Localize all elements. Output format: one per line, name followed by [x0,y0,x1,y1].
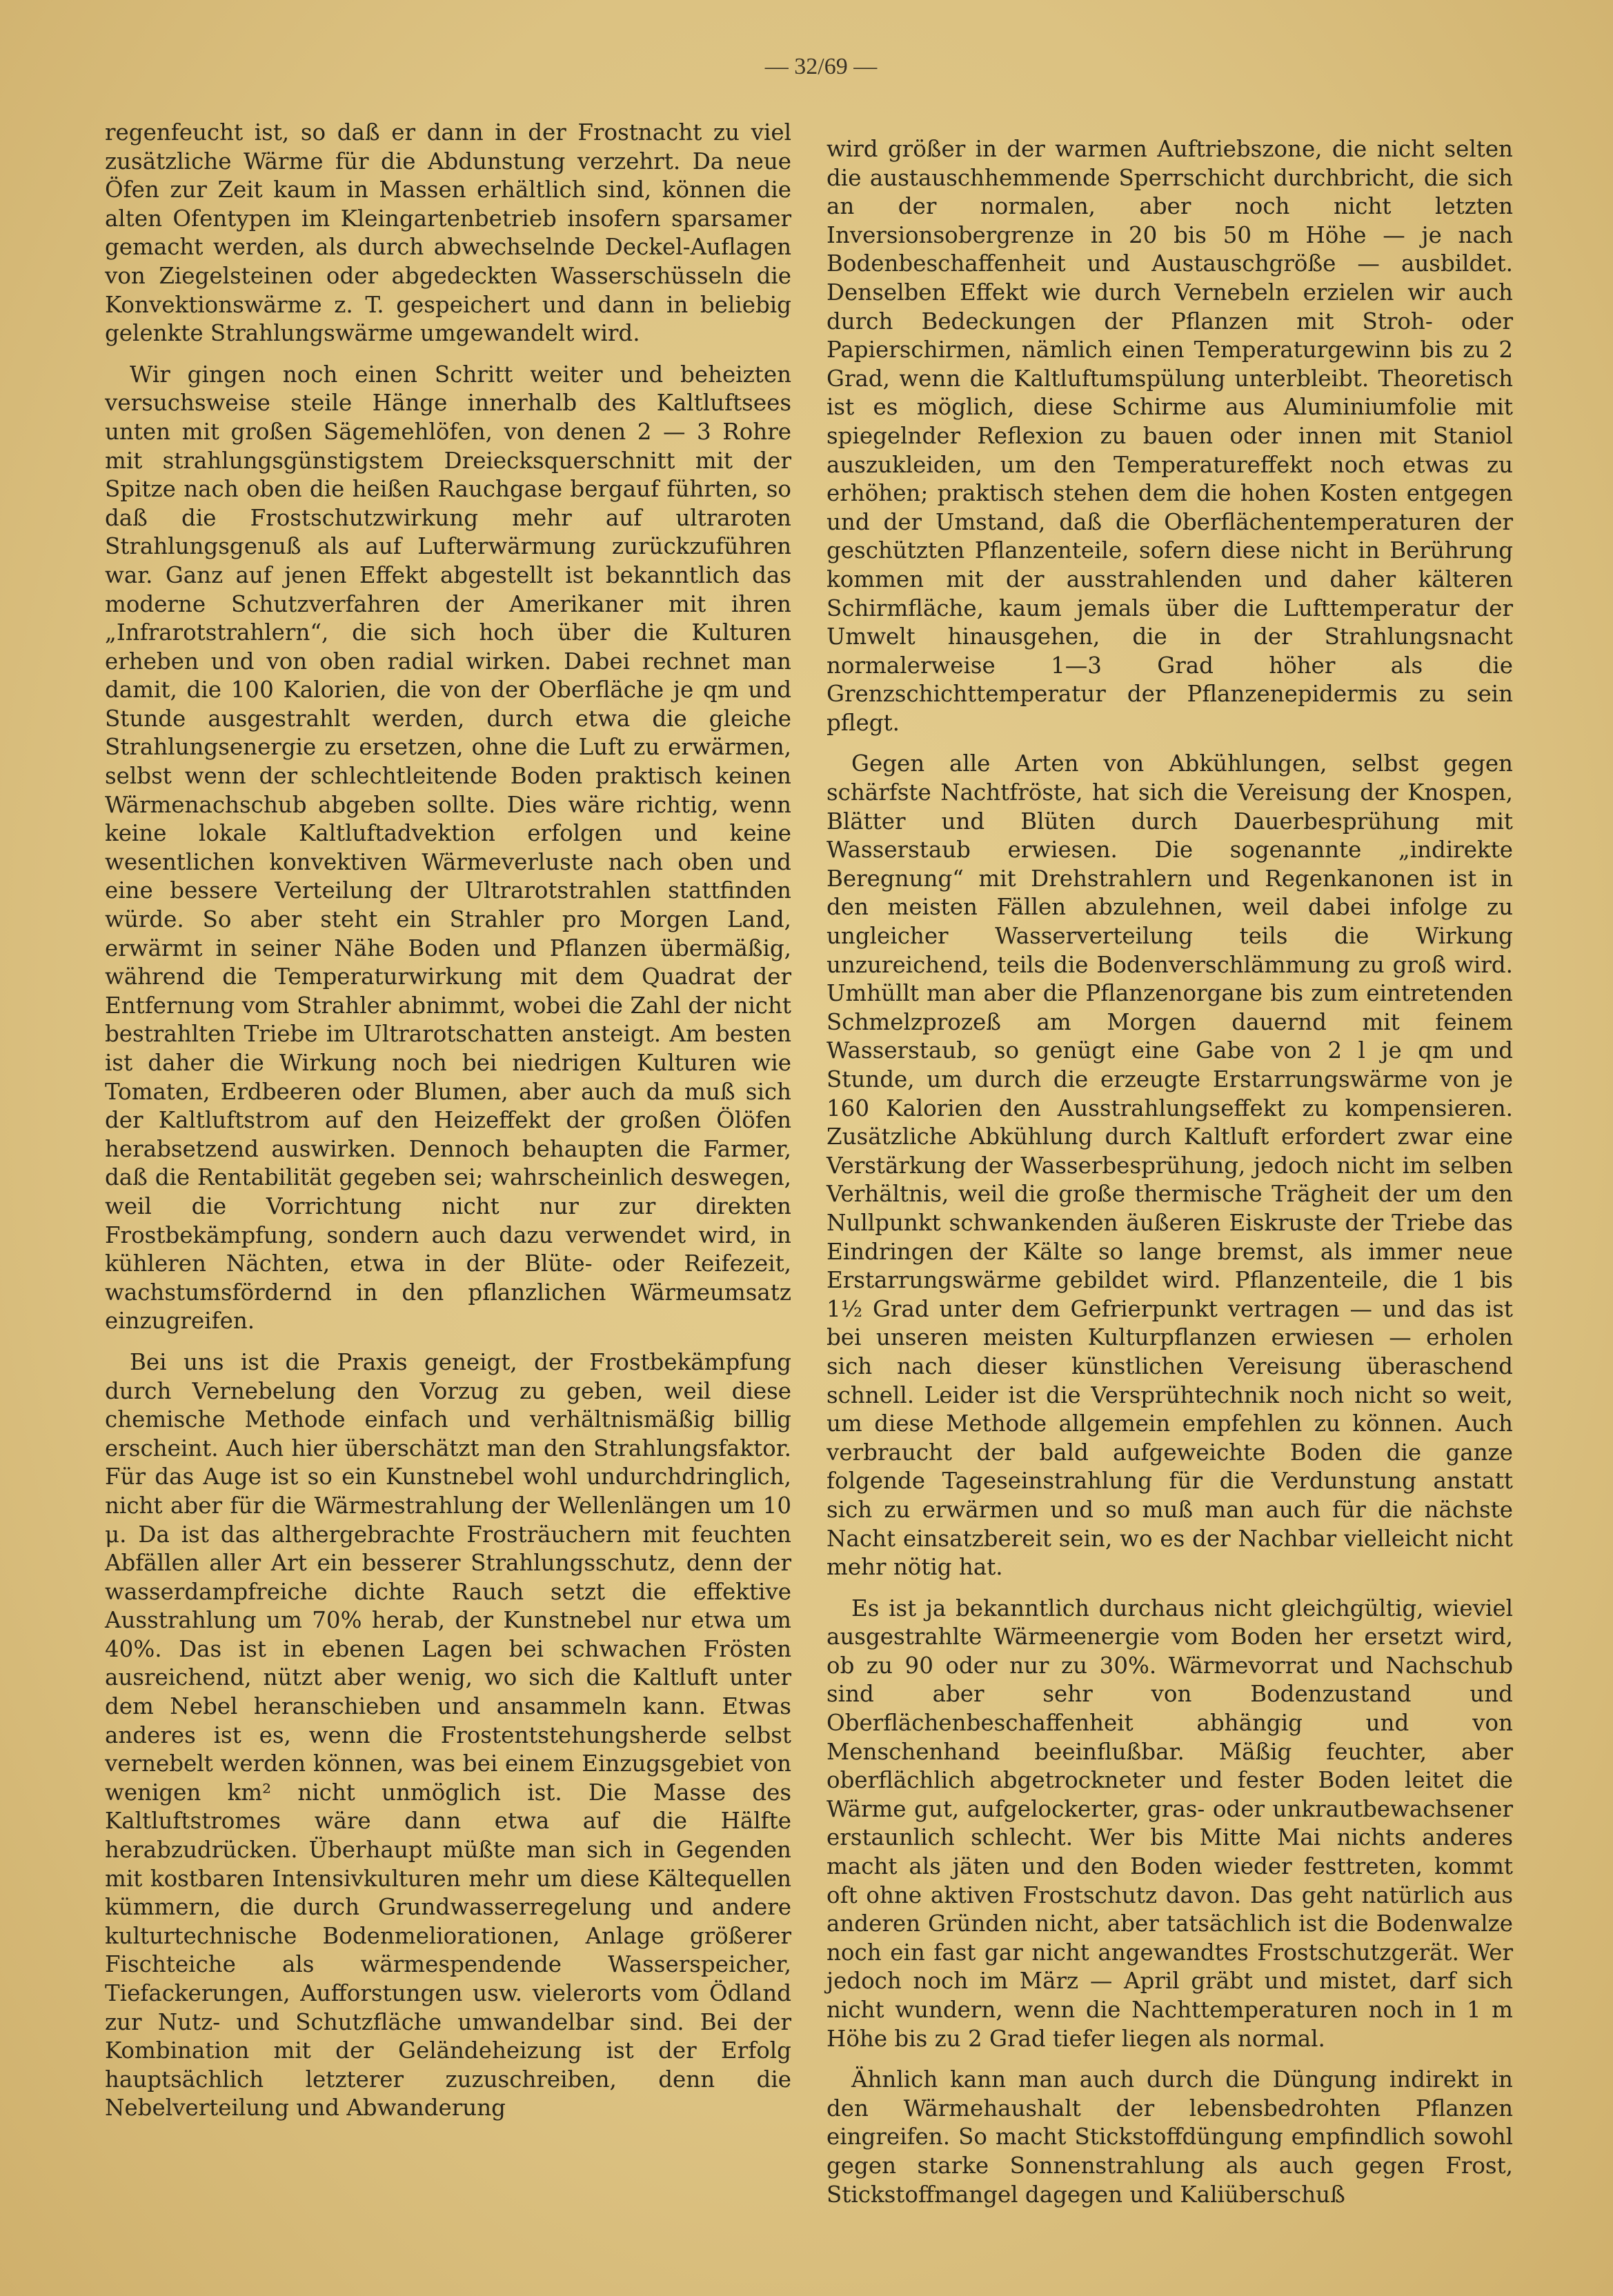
paragraph: regenfeucht ist, so daß er dann in der Frostnacht zu viel zusätzliche Wärme für die Abdunstung verzehrt. Da neue Öfen zur Zeit kaum in Massen erhältlich sind, können die alten Ofentypen im Kleingartenbetrieb insofern sparsamer gemacht werden, als durch abwechselnde Deckel-Auflagen von Ziegelsteinen oder abgedeckten Wasserschüsseln die Konvektionswärme z. T. gespeichert und dann in beliebig gelenkte Strahlungswärme umgewandelt wird. [105,119,791,347]
paragraph: wird größer in der warmen Auftriebszone, die nicht selten die austauschhemmende Sperrschicht durchbricht, die sich an der normalen, aber noch nicht letzten Inversionsobergrenze in 20 bis 50 m Höhe — je nach Bodenbeschaffenheit und Austauschgröße — ausbildet. Denselben Effekt wie durch Vernebeln erzielen wir auch durch Bedeckungen der Pflanzen mit Stroh- oder Papierschirmen, nämlich einen Temperaturgewinn bis zu 2 Grad, wenn die Kaltluftumspülung unterbleibt. Theoretisch ist es möglich, diese Schirme aus Aluminiumfolie mit spiegelnder Reflexion zu bauen oder innen mit Staniol auszukleiden, um den Temperatureffekt noch etwas zu erhöhen; praktisch stehen dem die hohen Kosten entgegen und der Umstand, daß die Oberflächentemperaturen der geschützten Pflanzenteile, sofern diese nicht in Berührung kommen mit der ausstrahlenden und daher kälteren Schirmfläche, kaum jemals über die Lufttemperatur der Umwelt hinausgehen, die in der Strahlungsnacht normalerweise 1—3 Grad höher als die Grenzschichttemperatur der Pflanzenepidermis zu sein pflegt. [827,136,1513,736]
page-number: — 32/69 — [764,54,878,79]
left-column [105,119,791,2135]
paragraph: Bei uns ist die Praxis geneigt, der Frostbekämpfung durch Vernebelung den Vorzug zu geben, weil diese chemische Methode einfach und verhältnismäßig billig erscheint. Auch hier überschätzt man den Strahlungsfaktor. Für das Auge ist so ein Kunstnebel wohl undurchdringlich, nicht aber für die Wärmestrahlung der Wellenlängen um 10 μ. Da ist das althergebrachte Frosträuchern mit feuchten Abfällen aller Art ein besserer Strahlungsschutz, denn der wasserdampfreiche dichte Rauch setzt die effektive Ausstrahlung um 70% herab, der Kunstnebel nur etwa um 40%. Das ist in ebenen Lagen bei schwachen Frösten ausreichend, nützt aber wenig, wo sich die Kaltluft unter dem Nebel heranschieben und ansammeln kann. Etwas anderes ist es, wenn die Frostentstehungsherde selbst vernebelt werden können, was bei einem Einzugsgebiet von wenigen km² nicht unmöglich ist. Die Masse des Kaltluftstromes wäre dann etwa auf die Hälfte herabzudrücken. Überhaupt müßte man sich in Gegenden mit kostbaren Intensivkulturen mehr um diese Kältequellen kümmern, die durch Grundwasserregelung und andere kulturtechnische Bodenmeliorationen, Anlage größerer Fischteiche als wärmespendende Wasserspeicher, Tiefackerungen, Aufforstungen usw. vielerorts vom Ödland zur Nutz- und Schutzfläche umwandelbar sind. Bei der Kombination mit der Geländeheizung ist der Erfolg hauptsächlich letzterer zuzuschreiben, denn die Nebelverteilung und Abwanderung [105,1348,791,2122]
right-column [827,135,1513,2222]
paragraph: Ähnlich kann man auch durch die Düngung indirekt in den Wärmehaushalt der lebensbedrohten Pflanzen eingreifen. So macht Stickstoffdüngung empfindlich sowohl gegen starke Sonnenstrahlung als auch gegen Frost, Stickstoffmangel dagegen und Kaliüberschuß [827,2066,1513,2208]
paragraph: Wir gingen noch einen Schritt weiter und beheizten versuchsweise steile Hänge innerhalb des Kaltluftsees unten mit großen Sägemehlöfen, von denen 2 — 3 Rohre mit strahlungsgünstigstem Dreiecksquerschnitt mit der Spitze nach oben die heißen Rauchgase bergauf führten, so daß die Frostschutzwirkung mehr auf ultraroten Strahlungsgenuß als auf Lufterwärmung zurückzuführen war. Ganz auf jenen Effekt abgestellt ist bekanntlich das moderne Schutzverfahren der Amerikaner mit ihren „Infrarotstrahlern“, die sich hoch über die Kulturen erheben und von oben radial wirken. Dabei rechnet man damit, die 100 Kalorien, die von der Oberfläche je qm und Stunde ausgestrahlt werden, durch etwa die gleiche Strahlungsenergie zu ersetzen, ohne die Luft zu erwärmen, selbst wenn der schlechtleitende Boden praktisch keinen Wärmenachschub abgeben sollte. Dies wäre richtig, wenn keine lokale Kaltluftadvektion erfolgen und keine wesentlichen konvektiven Wärmeverluste nach oben und eine bessere Verteilung der Ultrarotstrahlen stattfinden würde. So aber steht ein Strahler pro Morgen Land, erwärmt in seiner Nähe Boden und Pflanzen übermäßig, während die Temperaturwirkung mit dem Quadrat der Entfernung vom Strahler abnimmt, wobei die Zahl der nicht bestrahlten Triebe im Ultrarotschatten ansteigt. Am besten ist daher die Wirkung noch bei niedrigen Kulturen wie Tomaten, Erdbeeren oder Blumen, aber auch da muß sich der Kaltluftstrom auf den Heizeffekt der großen Ölöfen herabsetzend auswirken. Dennoch behaupten die Farmer, daß die Rentabilität gegeben sei; wahrscheinlich deswegen, weil die Vorrichtung nicht nur zur direkten Frostbekämpfung, sondern auch dazu verwendet wird, in kühleren Nächten, etwa in der Blüte- oder Reifezeit, wachstumsfördernd in den pflanzlichen Wärmeumsatz einzugreifen. [105,361,791,1335]
paragraph: Gegen alle Arten von Abkühlungen, selbst gegen schärfste Nachtfröste, hat sich die Vereisung der Knospen, Blätter und Blüten durch Dauerbesprühung mit Wasserstaub erwiesen. Die sogenannte „indirekte Beregnung“ mit Drehstrahlern und Regenkanonen ist in den meisten Fällen abzulehnen, weil dabei infolge zu ungleicher Wasserverteilung teils die Wirkung unzureichend, teils die Bodenverschlämmung zu groß wird. Umhüllt man aber die Pflanzenorgane bis zum eintretenden Schmelzprozeß am Morgen dauernd mit feinem Wasserstaub, so genügt eine Gabe von 2 l je qm und Stunde, um durch die erzeugte Erstarrungswärme von je 160 Kalorien den Ausstrahlungseffekt zu kompensieren. Zusätzliche Abkühlung durch Kaltluft erfordert zwar eine Verstärkung der Wasserbesprühung, jedoch nicht im selben Verhältnis, weil die große thermische Trägheit der um den Nullpunkt schwankenden äußeren Eiskruste der Triebe das Eindringen der Kälte so lange bremst, als immer neue Erstarrungswärme gebildet wird. Pflanzenteile, die 1 bis 1½ Grad unter dem Gefrierpunkt vertragen — und das ist bei unseren meisten Kulturpflanzen erwiesen — erholen sich nach dieser künstlichen Vereisung überaschend schnell. Leider ist die Versprühtechnik noch nicht so weit, um diese Methode allgemein empfehlen zu können. Auch verbraucht der bald aufgeweichte Boden die ganze folgende Tageseinstrahlung für die Verdunstung anstatt sich zu erwärmen und so muß man auch für die nächste Nacht einsatzbereit sein, wo es der Nachbar vielleicht nicht mehr nötig hat. [827,750,1513,1581]
paragraph: Es ist ja bekanntlich durchaus nicht gleichgültig, wieviel ausgestrahlte Wärmeenergie vom Boden her ersetzt wird, ob zu 90 oder nur zu 30%. Wärmevorrat und Nachschub sind aber sehr von Bodenzustand und Oberflächenbeschaffenheit abhängig und von Menschenhand beeinflußbar. Mäßig feuchter, aber oberflächlich abgetrockneter und fester Boden leitet die Wärme gut, aufgelockerter, gras- oder unkrautbewachsener erstaunlich schlecht. Wer bis Mitte Mai nichts anderes macht als jäten und den Boden wieder festtreten, kommt oft ohne aktiven Frostschutz davon. Das geht natürlich aus anderen Gründen nicht, aber tatsächlich ist die Bodenwalze noch ein fast gar nicht angewandtes Frostschutzgerät. Wer jedoch noch im März — April gräbt und mistet, darf sich nicht wundern, wenn die Nachttemperaturen noch in 1 m Höhe bis zu 2 Grad tiefer liegen als normal. [827,1595,1513,2052]
